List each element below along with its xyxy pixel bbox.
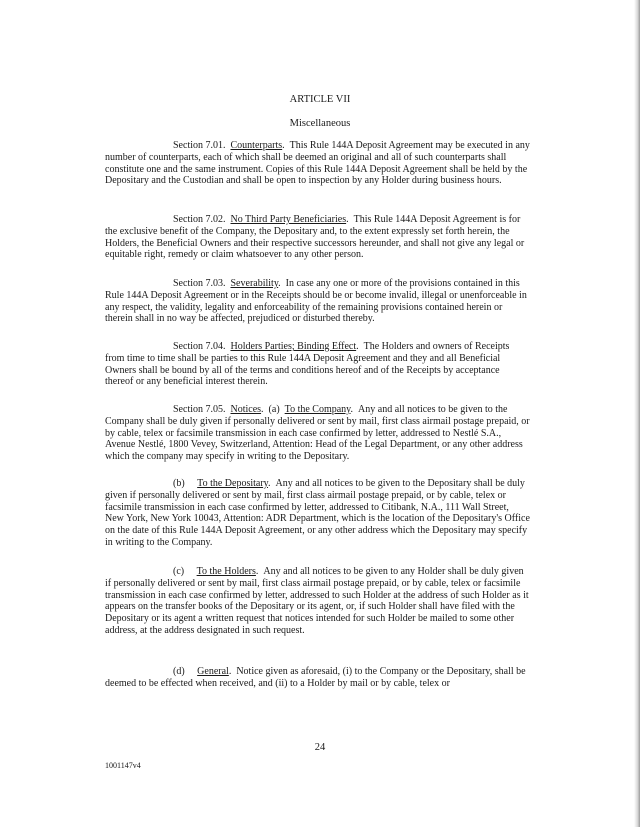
section-7-05-a: Section 7.05. Notices. (a) To the Company. Any and all notices to be given to the Company shall be duly given if personally delivered or sent by mail, first class airmail postage prepaid, or by cable, telex or facsimile transmission in each case confirmed by letter, addressed to Nestlé S.A., Avenue Nestlé, 1800 Vevey, Switzerland, Attention: Head of the Legal Department, or any other address which the company may specify in writing to the Depositary.: [105, 404, 530, 463]
section-7-02: Section 7.02. No Third Party Beneficiaries. This Rule 144A Deposit Agreement is for the exclusive benefit of the Company, the Depositary and, to the extent expressly set forth herein, the Holders, the Beneficial Owners and their respective successors hereunder, and shall not give any legal or equitable right, remedy or claim whatsoever to any other person.: [105, 214, 525, 261]
page-number: 24: [314, 742, 326, 753]
section-7-05-c: (c) To the Holders. Any and all notices to be given to any Holder shall be duly given if personally delivered or sent by mail, first class airmail postage prepaid, or by cable, telex or facsimile transmission in each case confirmed by letter, addressed to such Holder at the address of such Holder as it appears on the transfer books of the Depositary or its agent, or, if such Holder shall have filed with the Depositary or its agent a written request that notices intended for such Holder be mailed to some other address, at the address designated in such request.: [105, 566, 529, 636]
section-7-05-d: (d) General. Notice given as aforesaid, (i) to the Company or the Depositary, shall be deemed to be effected when received, and (ii) to a Holder by mail or by cable, telex or: [105, 666, 526, 689]
article-subtitle: Miscellaneous: [289, 118, 351, 129]
section-7-01: Section 7.01. Counterparts. This Rule 144A Deposit Agreement may be executed in any number of counterparts, each of which shall be deemed an original and all of such counterparts shall constitute one and the same instrument. Copies of this Rule 144A Deposit Agreement shall be held by the Depositary and the Custodian and shall be open to inspection by any Holder during business hours.: [105, 140, 530, 187]
document-id: 1001147v4: [105, 761, 141, 770]
section-7-05-b: (b) To the Depositary. Any and all notices to be given to the Depositary shall be duly given if personally delivered or sent by mail, first class airmail postage prepaid, or by cable, telex or facsimile transmission in each case confirmed by letter, addressed to Citibank, N.A., 111 Wall Street, New York, New York 10043, Attention: ADR Department, which is the location of the Depositary's Office on the date of this Rule 144A Deposit Agreement, or any other address which the Depositary may specify in writing to the Company.: [105, 478, 530, 548]
section-7-04: Section 7.04. Holders Parties; Binding Effect. The Holders and owners of Receipts from time to time shall be parties to this Rule 144A Deposit Agreement and they and all Beneficial Owners shall be bound by all of the terms and conditions hereof and of the Receipts by acceptance thereof or any beneficial interest therein.: [105, 341, 510, 388]
article-title: ARTICLE VII: [289, 94, 351, 105]
section-7-03: Section 7.03. Severability. In case any one or more of the provisions contained in this Rule 144A Deposit Agreement or in the Receipts should be or become invalid, illegal or unenforceable in any respect, the validity, legality and enforceability of the remaining provisions contained herein or therein shall in no way be affected, prejudiced or disturbed thereby.: [105, 278, 527, 325]
